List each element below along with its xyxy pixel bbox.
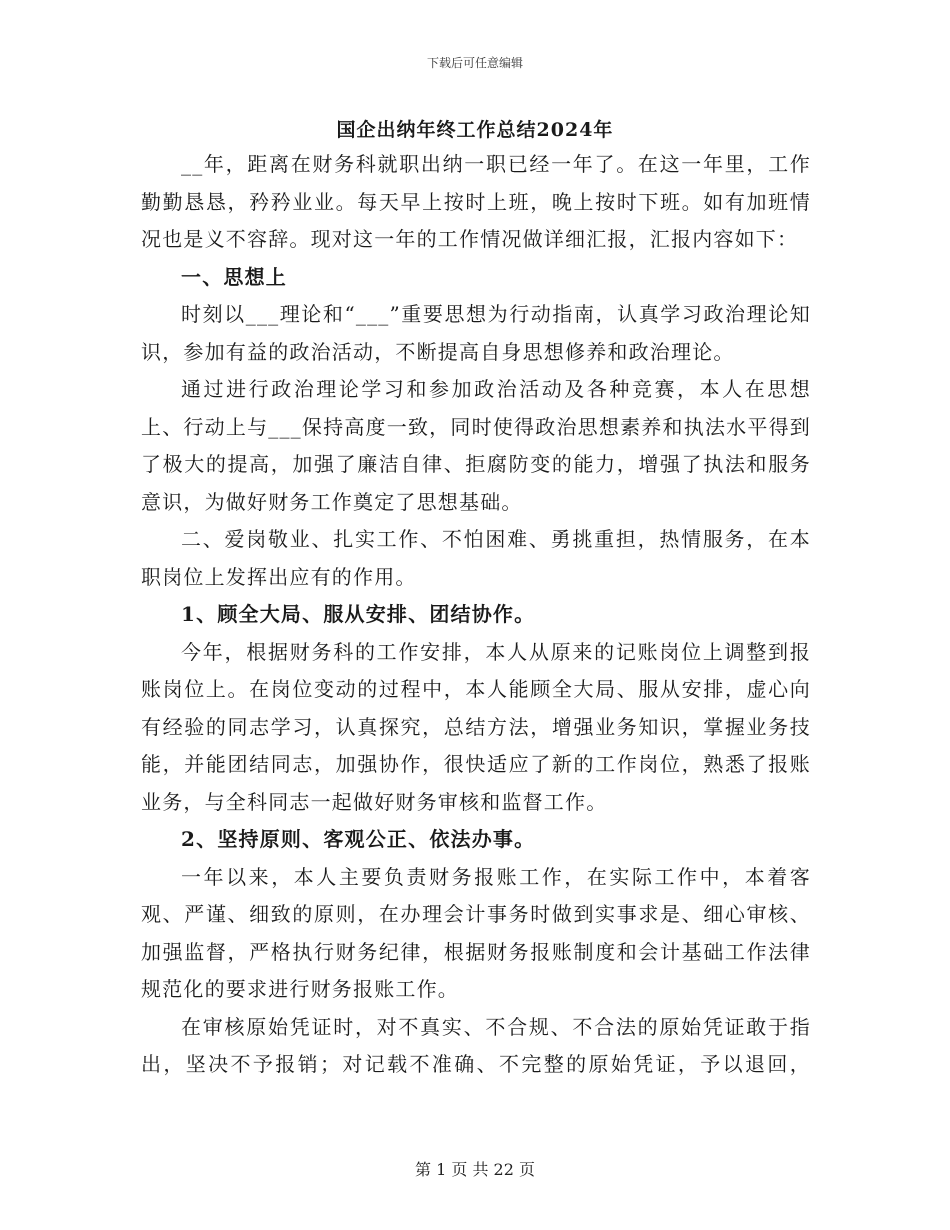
subheading-principles: 2、坚持原则、客观公正、依法办事。: [181, 827, 536, 851]
paragraph-voucher-review: 在审核原始凭证时，对不真实、不合规、不合法的原始凭证敢于指出，坚决不予报销；对记载不准确、不完整的原始凭证，予以退回，: [141, 1014, 811, 1076]
paragraph-intro: __年，距离在财务科就职出纳一职已经一年了。在这一年里，工作勤勤恳恳，矜矜业业。每天早上按时上班，晚上按时下班。如有加班情况也是义不容辞。现对这一年的工作情况做详细汇报，汇报内容如下：: [141, 152, 811, 251]
page-number: 第 1 页 共 22 页: [415, 1160, 535, 1179]
paragraph-reimbursement: 一年以来，本人主要负责财务报账工作，在实际工作中，本着客观、严谨、细致的原则，在办理会计事务时做到实事求是、细心审核、加强监督，严格执行财务纪律，根据财务报账制度和会计基础工作法律规范化的要求进行财务报账工作。: [141, 864, 811, 1001]
section-heading-dedication: 二、爱岗敬业、扎实工作、不怕困难、勇挑重担，热情服务，在本职岗位上发挥出应有的作用。: [141, 527, 811, 589]
document-body: [141, 146, 811, 1084]
paragraph-study: 通过进行政治理论学习和参加政治活动及各种竞赛，本人在思想上、行动上与___保持高度一致，同时使得政治思想素养和执法水平得到了极大的提高，加强了廉洁自律、拒腐防变的能力，增强了执法和服务意识，为做好财务工作奠定了思想基础。: [141, 377, 811, 514]
paragraph-theory: 时刻以___理论和“___”重要思想为行动指南，认真学习政治理论知识，参加有益的政治活动，不断提高自身思想修养和政治理论。: [141, 302, 811, 364]
header-note: 下载后可任意编辑: [426, 56, 523, 70]
subheading-overall: 1、顾全大局、服从安排、团结协作。: [181, 602, 536, 626]
document-title: 国企出纳年终工作总结2024年: [336, 119, 614, 141]
paragraph-position-change: 今年，根据财务科的工作安排，本人从原来的记账岗位上调整到报账岗位上。在岗位变动的过程中，本人能顾全大局、服从安排，虚心向有经验的同志学习，认真探究，总结方法，增强业务知识，掌握业务技能，并能团结同志，加强协作，很快适应了新的工作岗位，熟悉了报账业务，与全科同志一起做好财务审核和监督工作。: [141, 639, 811, 814]
section-heading-thought: 一、思想上: [181, 264, 287, 289]
